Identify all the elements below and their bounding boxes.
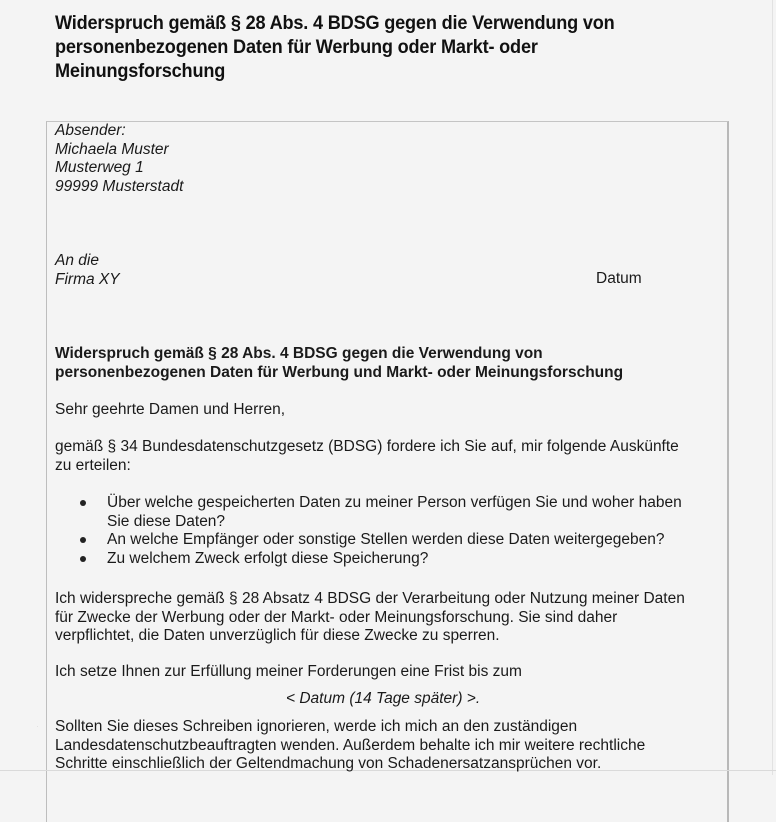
intro-line: zu erteilen: <box>55 456 131 474</box>
bullet-icon <box>80 556 86 562</box>
subject-line: personenbezogenen Daten für Werbung und Markt- oder Meinungsforschung <box>55 363 624 381</box>
closing-line: Landesdatenschutzbeauftragten wenden. Außerdem behalte ich mir weitere rechtliche <box>55 736 646 754</box>
closing-paragraph <box>55 718 645 774</box>
list-item <box>55 494 682 531</box>
document-title <box>55 11 697 83</box>
closing-line: Sollten Sie dieses Schreiben ignorieren, werde ich mich an den zuständigen <box>55 718 578 735</box>
salutation: Sehr geehrte Damen und Herren, <box>55 401 286 418</box>
list-item-text: Über welche gespeicherten Daten zu meiner Person verfügen Sie und woher haben <box>107 494 682 511</box>
page-edge-divider <box>772 0 773 775</box>
title-line: personenbezogenen Daten für Werbung oder Markt- oder <box>55 36 538 58</box>
recipient-company: Firma XY <box>55 270 120 288</box>
subject-line: Widerspruch gemäß § 28 Abs. 4 BDSG gegen die Verwendung von <box>55 345 543 362</box>
sender-name: Michaela Muster <box>55 140 169 158</box>
list-item-text: Sie diese Daten? <box>107 512 226 530</box>
bullet-icon <box>80 537 86 543</box>
recipient-line: An die <box>55 252 99 269</box>
objection-line: Ich widerspreche gemäß § 28 Absatz 4 BDSG der Verarbeitung oder Nutzung meiner Daten <box>55 590 685 607</box>
intro-line: gemäß § 34 Bundesdatenschutzgesetz (BDSG) fordere ich Sie auf, mir folgende Auskünfte <box>55 438 679 455</box>
date-label: Datum <box>596 270 642 287</box>
closing-line: Schritte einschließlich der Geltendmachung von Schadenersatzansprüchen vor. <box>55 755 602 772</box>
intro-paragraph <box>55 438 679 475</box>
objection-paragraph <box>55 590 685 646</box>
list-item <box>55 531 682 550</box>
list-item <box>55 550 682 569</box>
title-line: Widerspruch gemäß § 28 Abs. 4 BDSG gegen die Verwendung von <box>55 12 615 34</box>
list-item-text: Zu welchem Zweck erfolgt diese Speicherung? <box>107 549 429 567</box>
title-line: Meinungsforschung <box>55 60 226 82</box>
letter-subject <box>55 345 623 382</box>
sender-label: Absender: <box>55 122 126 139</box>
deadline-placeholder: < Datum (14 Tage später) >. <box>286 690 481 707</box>
deadline-intro: Ich setze Ihnen zur Erfüllung meiner Forderungen eine Frist bis zum <box>55 663 522 680</box>
objection-line: verpflichtet, die Daten unverzüglich für diese Zwecke zu sperren. <box>55 627 500 644</box>
objection-line: für Zwecke der Werbung oder der Markt- oder Meinungsforschung. Sie sind daher <box>55 608 618 626</box>
bullet-icon <box>80 500 86 506</box>
recipient-block <box>55 252 120 289</box>
sender-block <box>55 122 183 196</box>
question-list <box>55 494 682 568</box>
watermark: · <box>36 721 39 731</box>
sender-city: 99999 Musterstadt <box>55 177 184 195</box>
sender-street: Musterweg 1 <box>55 159 144 176</box>
list-item-text: An welche Empfänger oder sonstige Stellen werden diese Daten weitergegeben? <box>107 531 665 548</box>
